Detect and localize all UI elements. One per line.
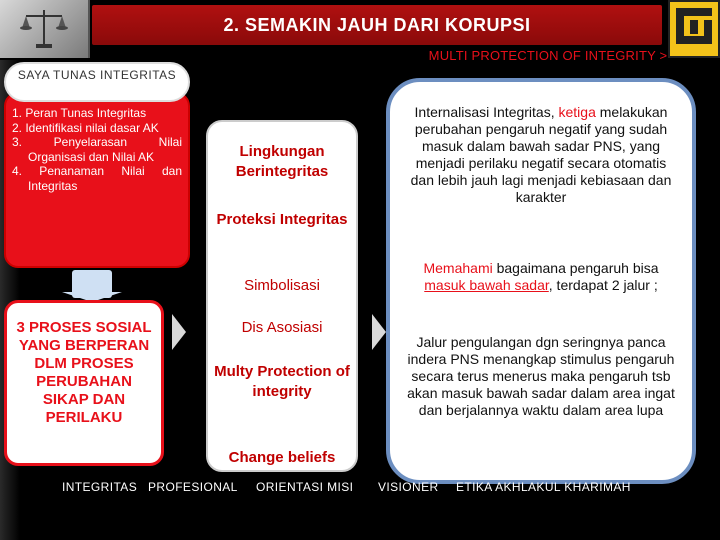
list-item: 2. Identifikasi nilai dasar AK — [12, 120, 159, 135]
title-bar — [92, 5, 662, 45]
pu-ministry-logo-icon — [674, 6, 714, 52]
strategy-item: Proteksi Integritas — [216, 211, 348, 228]
justice-scales-logo — [0, 0, 90, 58]
core-values-footer — [0, 480, 720, 520]
down-arrow-icon — [72, 270, 112, 298]
multi-protection-title: MULTI PROTECTION OF INTEGRITY > — [428, 48, 668, 63]
strategy-column — [206, 120, 358, 472]
text-run: bagaimana pengaruh bisa — [492, 260, 659, 276]
page-title: 2. SEMAKIN JAUH DARI KORUPSI — [223, 15, 531, 35]
tunas-integritas-list — [12, 106, 182, 193]
footer-value: VISIONER — [378, 480, 439, 494]
tunas-integritas-label: SAYA TUNAS INTEGRITAS — [4, 62, 190, 102]
text-run: melakukan perubahan pengaruh negatif yang sudah masuk dalam bawah sadar PNS, yang menjadi perilaku negatif secara otomatis dan lebih jauh lagi menjadi kebiasaan dan karakter — [410, 104, 672, 205]
multi-protection-box — [386, 78, 696, 484]
strategy-item: Lingkungan Berintegritas — [235, 143, 329, 180]
jalur-paragraph: Jalur pengulangan dgn seringnya panca indera PNS menangkap stimulus pengaruh secara terus menerus maka pengaruh tsb akan masuk bawah sadar dalam area ingat dan berjalannya waktu dalam area lupa — [407, 334, 675, 418]
highlight-text: Memahami — [423, 260, 493, 276]
text-run: , terdapat 2 jalur ; — [548, 277, 658, 293]
highlight-text: ketiga — [558, 104, 596, 120]
chevron-right-icon — [172, 314, 186, 350]
tunas-integritas-box — [4, 92, 190, 268]
strategy-item: Dis Asosiasi — [241, 319, 323, 336]
proses-sosial-box — [4, 300, 164, 466]
memahami-paragraph — [404, 260, 678, 294]
strategy-item: Change beliefs — [228, 449, 336, 466]
list-item: 4. Penanaman Nilai dan Integritas — [12, 164, 182, 193]
footer-value: INTEGRITAS — [62, 480, 138, 494]
proses-sosial-text: 3 PROSES SOSIAL YANG BERPERAN DLM PROSES PERUBAHAN SIKAP DAN PERILAKU — [16, 319, 152, 426]
list-item: 1. Peran Tunas Integritas — [12, 106, 147, 120]
footer-value: ETIKA AKHLAKUL KHARIMAH — [456, 480, 631, 494]
strategy-item: Multy Protection of integrity — [214, 363, 350, 400]
footer-value: ORIENTASI MISI — [256, 480, 354, 494]
footer-value: PROFESIONAL — [148, 480, 238, 494]
text-run: Internalisasi Integritas, — [414, 104, 559, 120]
strategy-item: Simbolisasi — [244, 277, 320, 294]
chevron-right-icon — [372, 314, 386, 350]
justice-scales-icon — [18, 6, 70, 52]
internalisasi-paragraph — [404, 104, 678, 206]
highlight-text: masuk bawah sadar — [424, 277, 549, 293]
list-item: 3. Penyelarasan Nilai Organisasi dan Nilai AK — [12, 135, 182, 164]
